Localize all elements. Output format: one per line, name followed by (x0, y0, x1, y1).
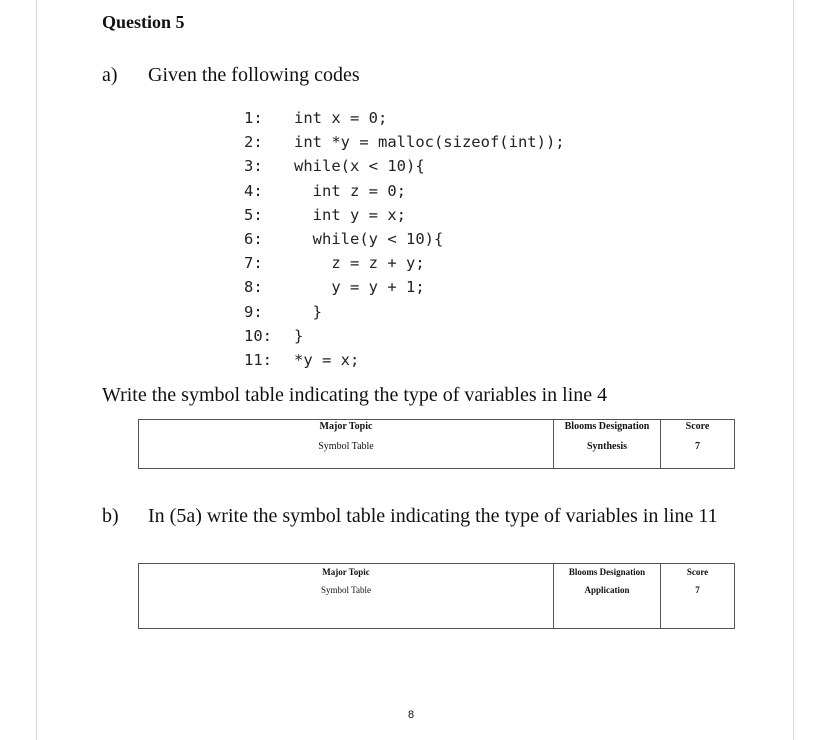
question-title: Question 5 (102, 12, 185, 32)
code-line (244, 227, 565, 251)
part-b-text: In (5a) write the symbol table indicating the type of variables in line 11 (148, 505, 718, 527)
score-header: Score (685, 421, 710, 432)
rubric-table-a (138, 419, 735, 469)
code-text: *y = x; (294, 351, 360, 370)
code-text: } (294, 302, 322, 321)
line-number: 3: (244, 157, 263, 176)
line-number: 5: (244, 205, 263, 224)
line-number: 1: (244, 109, 263, 127)
code-line (244, 251, 565, 275)
rubric-table-b (138, 563, 735, 629)
code-text: } (294, 326, 304, 345)
code-text: y = y + 1; (294, 278, 425, 297)
code-text: int *y = malloc(sizeof(int)); (294, 133, 565, 152)
code-text: z = z + y; (294, 254, 425, 273)
blooms-cell (554, 564, 661, 629)
code-text: int x = 0; (294, 109, 388, 127)
line-number: 6: (244, 230, 263, 249)
blooms-value: Application (584, 585, 630, 595)
part-b-label: b) (102, 505, 119, 527)
part-a-instruction: Write the symbol table indicating the type of variables in line 4 (102, 384, 608, 406)
major-topic-value: Symbol Table (321, 585, 371, 595)
code-line (244, 300, 565, 324)
line-number: 7: (244, 254, 263, 273)
score-value: 7 (695, 441, 700, 452)
part-a-label: a) (102, 64, 118, 86)
score-header: Score (686, 567, 709, 577)
code-line (244, 179, 565, 203)
code-block (244, 106, 565, 372)
code-text: int y = x; (294, 205, 406, 224)
part-a-prompt (102, 64, 360, 87)
major-topic-header: Major Topic (322, 567, 370, 577)
major-topic-header: Major Topic (319, 421, 373, 432)
blooms-cell (554, 420, 661, 469)
code-line (244, 275, 565, 299)
line-number: 2: (244, 133, 263, 152)
line-number: 4: (244, 181, 263, 200)
blooms-header: Blooms Designation (564, 421, 650, 432)
code-line (244, 106, 565, 130)
score-value: 7 (695, 585, 700, 595)
line-number: 11: (244, 351, 272, 370)
code-text: int z = 0; (294, 181, 406, 200)
major-topic-value: Symbol Table (318, 441, 374, 452)
page-number: 8 (408, 709, 415, 721)
major-topic-cell (139, 420, 554, 469)
line-number: 9: (244, 302, 263, 321)
code-line (244, 348, 565, 372)
code-line (244, 130, 565, 154)
score-cell (661, 564, 735, 629)
line-number: 8: (244, 278, 263, 297)
part-b-prompt (102, 504, 722, 529)
line-number: 10: (244, 326, 272, 345)
code-text: while(y < 10){ (294, 230, 444, 249)
code-line (244, 154, 565, 178)
code-text: while(x < 10){ (294, 157, 425, 176)
blooms-value: Synthesis (586, 441, 627, 452)
blooms-header: Blooms Designation (568, 567, 646, 577)
major-topic-cell (139, 564, 554, 629)
score-cell (661, 420, 735, 469)
code-line (244, 324, 565, 348)
part-a-text: Given the following codes (148, 64, 360, 86)
code-line (244, 203, 565, 227)
